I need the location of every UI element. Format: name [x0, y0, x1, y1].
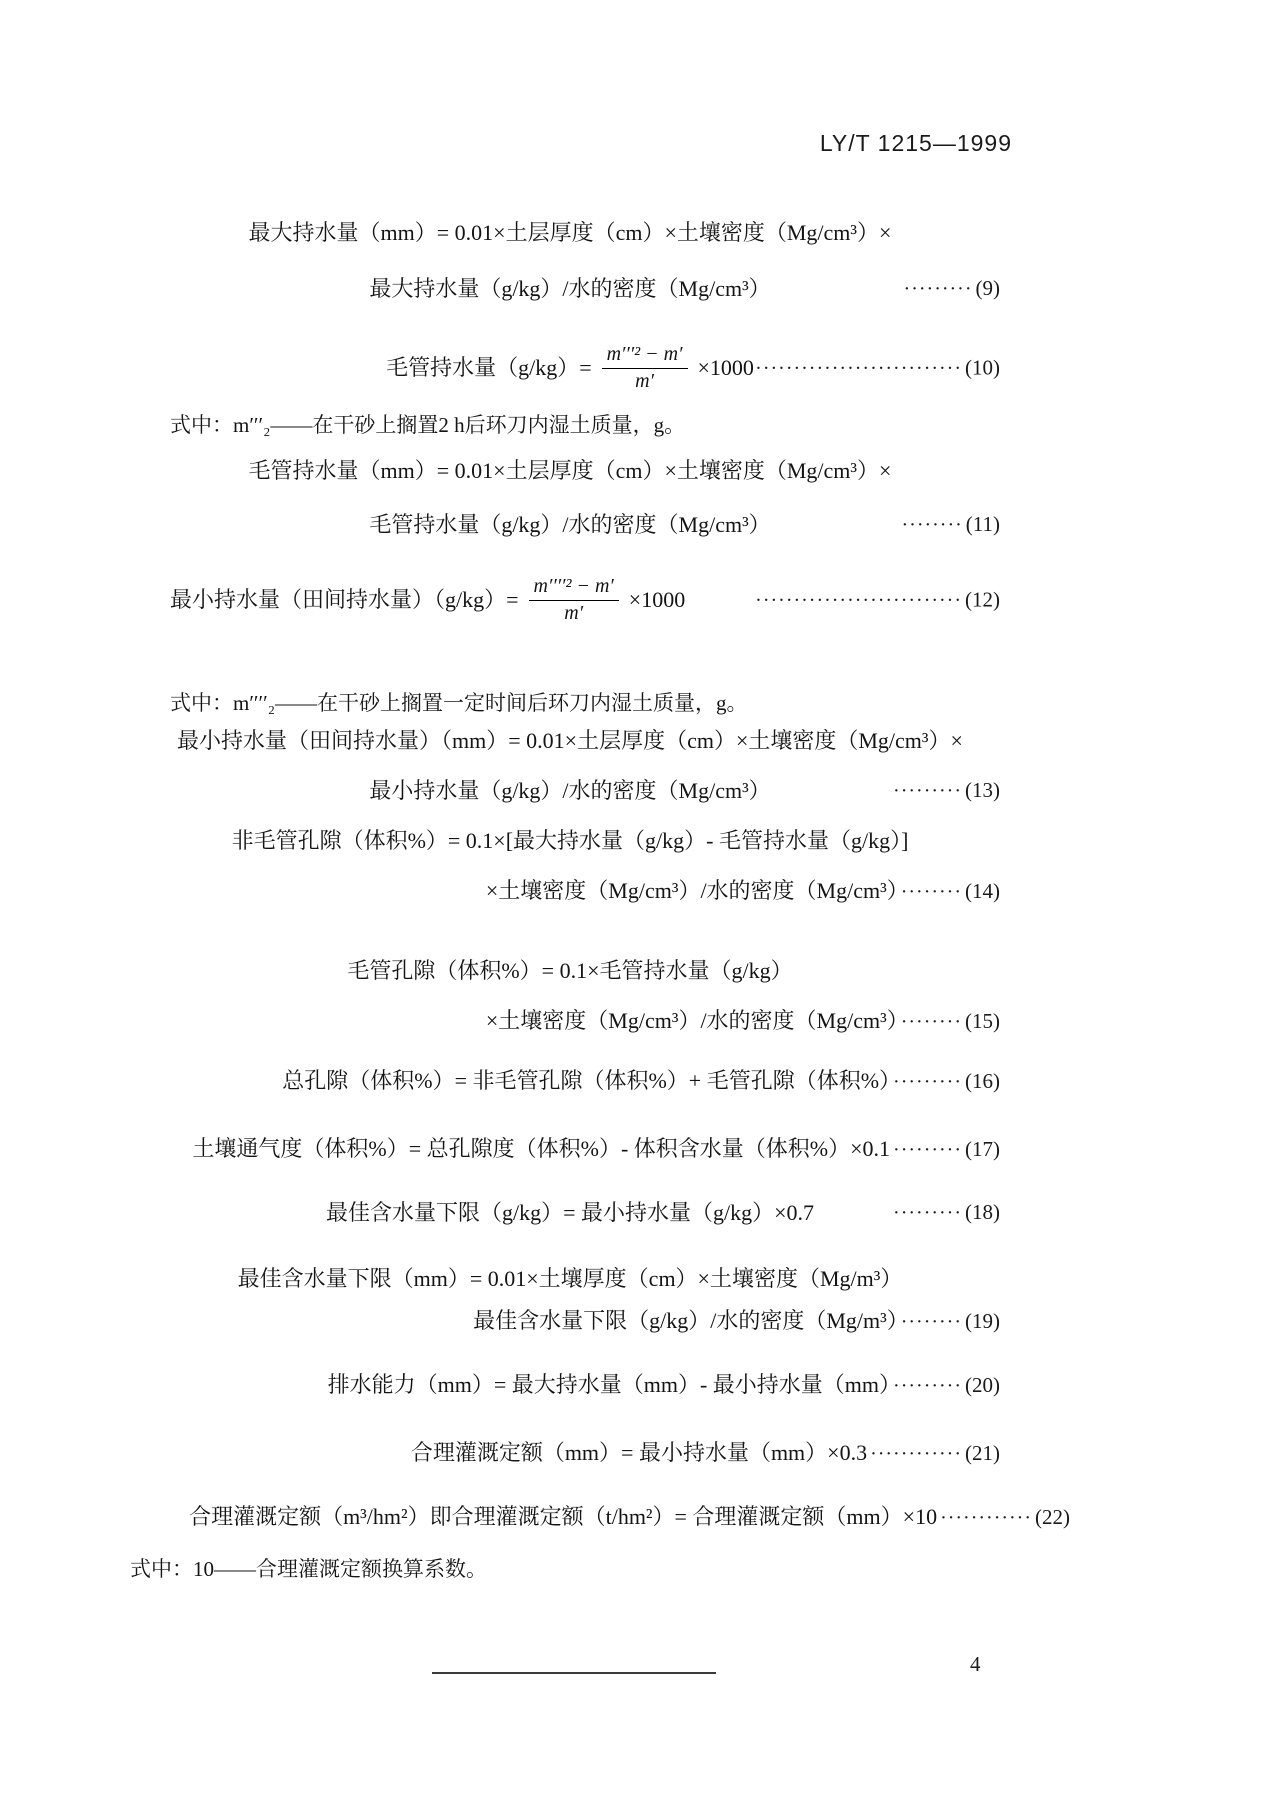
formula-12-tail: ×1000 [628, 587, 686, 612]
fraction [529, 575, 619, 625]
formula-13-number-group [890, 775, 1000, 806]
equation-number-21: (21) [965, 1441, 1000, 1465]
formula-10 [140, 336, 1000, 400]
formula-15-body: ×土壤密度（Mg/cm³）/水的密度（Mg/cm³） [485, 1008, 898, 1033]
dot-leader: ········· [903, 278, 973, 300]
equation-number-22: (22) [1035, 1505, 1070, 1529]
formula-19-line-2 [140, 1306, 1000, 1337]
formula-16 [140, 1066, 1000, 1097]
formula-9-line-2 [140, 274, 1000, 304]
formula-9-number-group [901, 273, 1000, 304]
formula-20 [140, 1370, 1000, 1401]
fraction-denominator: m′ [635, 370, 654, 392]
formula-21 [140, 1438, 1000, 1469]
formula-10-tail: ×1000 [697, 355, 754, 380]
formula-18-number-group [890, 1197, 1000, 1228]
dot-leader: ··························· [755, 357, 962, 380]
formula-20-body: 排水能力（mm）= 最大持水量（mm）- 最小持水量（mm） [327, 1372, 891, 1397]
formula-13-line-1: 最小持水量（田间持水量）（mm）= 0.01×土层厚度（cm）×土壤密度（Mg/cm³）× [177, 728, 963, 753]
dot-leader: ············ [940, 1507, 1032, 1529]
footer-rule [432, 1672, 716, 1674]
formula-14-line-2 [140, 876, 1000, 907]
formula-13-line-2 [140, 776, 1000, 806]
formula-10-number-group [752, 353, 1000, 384]
formula-14-line-1: 非毛管孔隙（体积%）= 0.1×[最大持水量（g/kg）- 毛管持水量（g/kg）] [231, 828, 909, 853]
equation-number-9: (9) [975, 276, 1000, 300]
equation-number-15: (15) [965, 1009, 1000, 1033]
fraction-numerator: m′′′² − m′ [602, 343, 688, 369]
dot-leader: ········ [900, 881, 962, 903]
formula-17-body: 土壤通气度（体积%）= 总孔隙度（体积%）- 体积含水量（体积%）×0.1 [192, 1136, 891, 1161]
page-number: 4 [970, 1652, 981, 1676]
formula-21-body: 合理灌溉定额（mm）= 最小持水量（mm）×0.3 [410, 1440, 868, 1465]
equation-number-13: (13) [965, 778, 1000, 802]
formula-11-number-group [899, 509, 1001, 540]
equation-number-18: (18) [965, 1200, 1000, 1224]
formula-16-body: 总孔隙（体积%）= 非毛管孔隙（体积%）+ 毛管孔隙（体积%） [282, 1068, 891, 1093]
formula-12-body [170, 575, 685, 625]
equation-number-19: (19) [965, 1309, 1000, 1333]
formula-18-body: 最佳含水量下限（g/kg）= 最小持水量（g/kg）×0.7 [325, 1200, 815, 1225]
equation-number-17: (17) [965, 1137, 1000, 1161]
dot-leader: ········ [901, 514, 963, 536]
formula-11-line-2 [140, 510, 1000, 540]
legend-note-coefficient: 式中：10——合理灌溉定额换算系数。 [130, 1557, 487, 1581]
formula-15-line-1: 毛管孔隙（体积%）= 0.1×毛管持水量（g/kg） [347, 958, 793, 983]
equation-number-12: (12) [965, 587, 1000, 612]
dot-leader: ············ [870, 1443, 962, 1465]
dot-leader: ········ [900, 1011, 962, 1033]
dot-leader: ········· [893, 1375, 962, 1397]
equation-number-16: (16) [965, 1069, 1000, 1093]
formula-12 [140, 568, 1000, 632]
formula-12-number-group [752, 585, 1000, 616]
legend-note-m4-2: 式中：m′′′′₂——在干砂上搁置一定时间后环刀内湿土质量，g。 [170, 691, 748, 715]
formula-10-body [386, 343, 754, 393]
fraction-denominator: m′ [564, 602, 584, 624]
equation-number-14: (14) [965, 879, 1000, 903]
formula-19-body: 最佳含水量下限（g/kg）/水的密度（Mg/m³） [473, 1308, 898, 1333]
fraction-numerator: m′′′′² − m′ [529, 575, 619, 601]
formula-22-body: 合理灌溉定额（m³/hm²）即合理灌溉定额（t/hm²）= 合理灌溉定额（mm）×10 [189, 1504, 938, 1529]
formula-15-line-2 [140, 1006, 1000, 1037]
formula-11-line-1: 毛管持水量（mm）= 0.01×土层厚度（cm）×土壤密度（Mg/cm³）× [248, 458, 892, 483]
formula-11-body: 毛管持水量（g/kg）/水的密度（Mg/cm³） [369, 512, 771, 537]
formula-22 [140, 1502, 1070, 1533]
fraction [602, 343, 688, 393]
formula-14-body: ×土壤密度（Mg/cm³）/水的密度（Mg/cm³） [485, 878, 898, 903]
formula-13-body: 最小持水量（g/kg）/水的密度（Mg/cm³） [369, 778, 771, 803]
dot-leader: ········ [900, 1311, 962, 1333]
formula-19-line-1: 最佳含水量下限（mm）= 0.01×土壤厚度（cm）×土壤密度（Mg/m³） [237, 1266, 903, 1291]
dot-leader: ········· [893, 1202, 962, 1224]
formula-18 [140, 1198, 1000, 1228]
formula-17 [140, 1134, 1000, 1165]
legend-note-m3-2: 式中：m′′′₂——在干砂上搁置2 h后环刀内湿土质量，g。 [170, 413, 686, 437]
dot-leader: ··························· [755, 589, 962, 612]
formula-12-lead: 最小持水量（田间持水量）（g/kg）= [170, 587, 519, 612]
equation-number-20: (20) [965, 1373, 1000, 1397]
formula-9-body: 最大持水量（g/kg）/水的密度（Mg/cm³） [369, 276, 771, 301]
formula-9-line-1: 最大持水量（mm）= 0.01×土层厚度（cm）×土壤密度（Mg/cm³）× [248, 220, 892, 245]
standard-code-header: LY/T 1215—1999 [819, 130, 1012, 156]
dot-leader: ········· [893, 780, 962, 802]
dot-leader: ········· [893, 1139, 962, 1161]
formula-10-lead: 毛管持水量（g/kg）= [386, 355, 592, 380]
dot-leader: ········· [893, 1071, 962, 1093]
equation-number-11: (11) [965, 512, 1000, 536]
equation-number-10: (10) [965, 355, 1000, 380]
